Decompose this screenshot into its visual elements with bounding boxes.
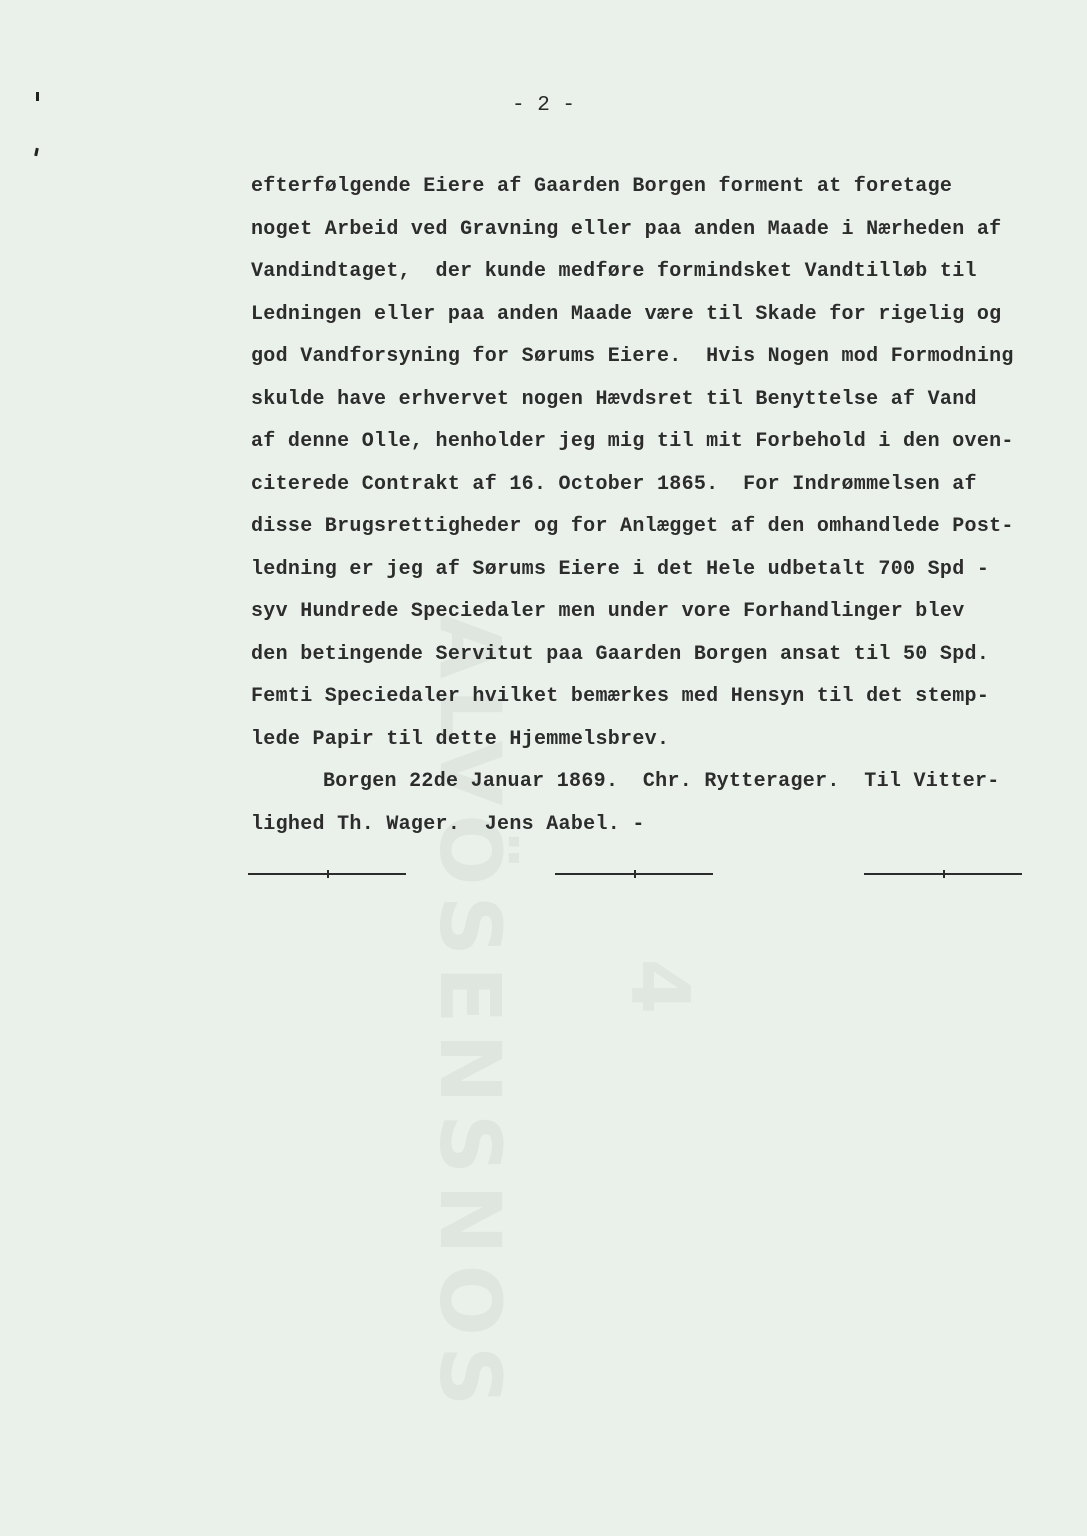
- text-line: Vandindtaget, der kunde medføre formindsket Vandtilløb til: [251, 260, 977, 283]
- text-line: citerede Contrakt af 16. October 1865. For Indrømmelsen af: [251, 472, 977, 496]
- separator-rule: [248, 873, 406, 875]
- text-line: lede Papir til dette Hjemmelsbrev.: [251, 727, 670, 751]
- closing-line: Borgen 22de Januar 1869. Chr. Rytterager. Til Vitter-: [323, 770, 1000, 793]
- separator-rule: [864, 873, 1022, 875]
- text-line: syv Hundrede Speciedaler men under vore Forhandlinger blev: [251, 600, 965, 623]
- archive-stamp-number: 4: [613, 958, 707, 1015]
- text-line: skulde have erhvervet nogen Hævdsret til Benyttelse af Vand: [251, 387, 977, 411]
- text-line: Femti Speciedaler hvilket bemærkes med Hensyn til det stemp-: [251, 685, 990, 708]
- text-line: ledning er jeg af Sørums Eiere i det Hele udbetalt 700 Spd -: [251, 557, 990, 581]
- page-number: - 2 -: [511, 94, 575, 117]
- document-body: [251, 166, 1051, 846]
- text-line: den betingende Servitut paa Gaarden Borgen ansat til 50 Spd.: [251, 642, 990, 666]
- separator-rule: [555, 873, 713, 875]
- text-line: af denne Olle, henholder jeg mig til mit Forbehold i den oven-: [251, 430, 1014, 453]
- archive-stamp-watermark: ALVÖSENSNOS: [421, 613, 519, 1417]
- text-line: efterfølgende Eiere af Gaarden Borgen forment at foretage: [251, 175, 953, 198]
- text-line: disse Brugsrettigheder og for Anlægget af den omhandlede Post-: [251, 515, 1014, 538]
- text-line: god Vandforsyning for Sørums Eiere. Hvis Nogen mod Formodning: [251, 345, 1014, 368]
- margin-mark: [34, 148, 39, 156]
- closing-line: lighed Th. Wager. Jens Aabel. -: [251, 812, 645, 836]
- text-line: Ledningen eller paa anden Maade være til Skade for rigelig og: [251, 302, 1002, 326]
- text-line: noget Arbeid ved Gravning eller paa anden Maade i Nærheden af: [251, 217, 1002, 241]
